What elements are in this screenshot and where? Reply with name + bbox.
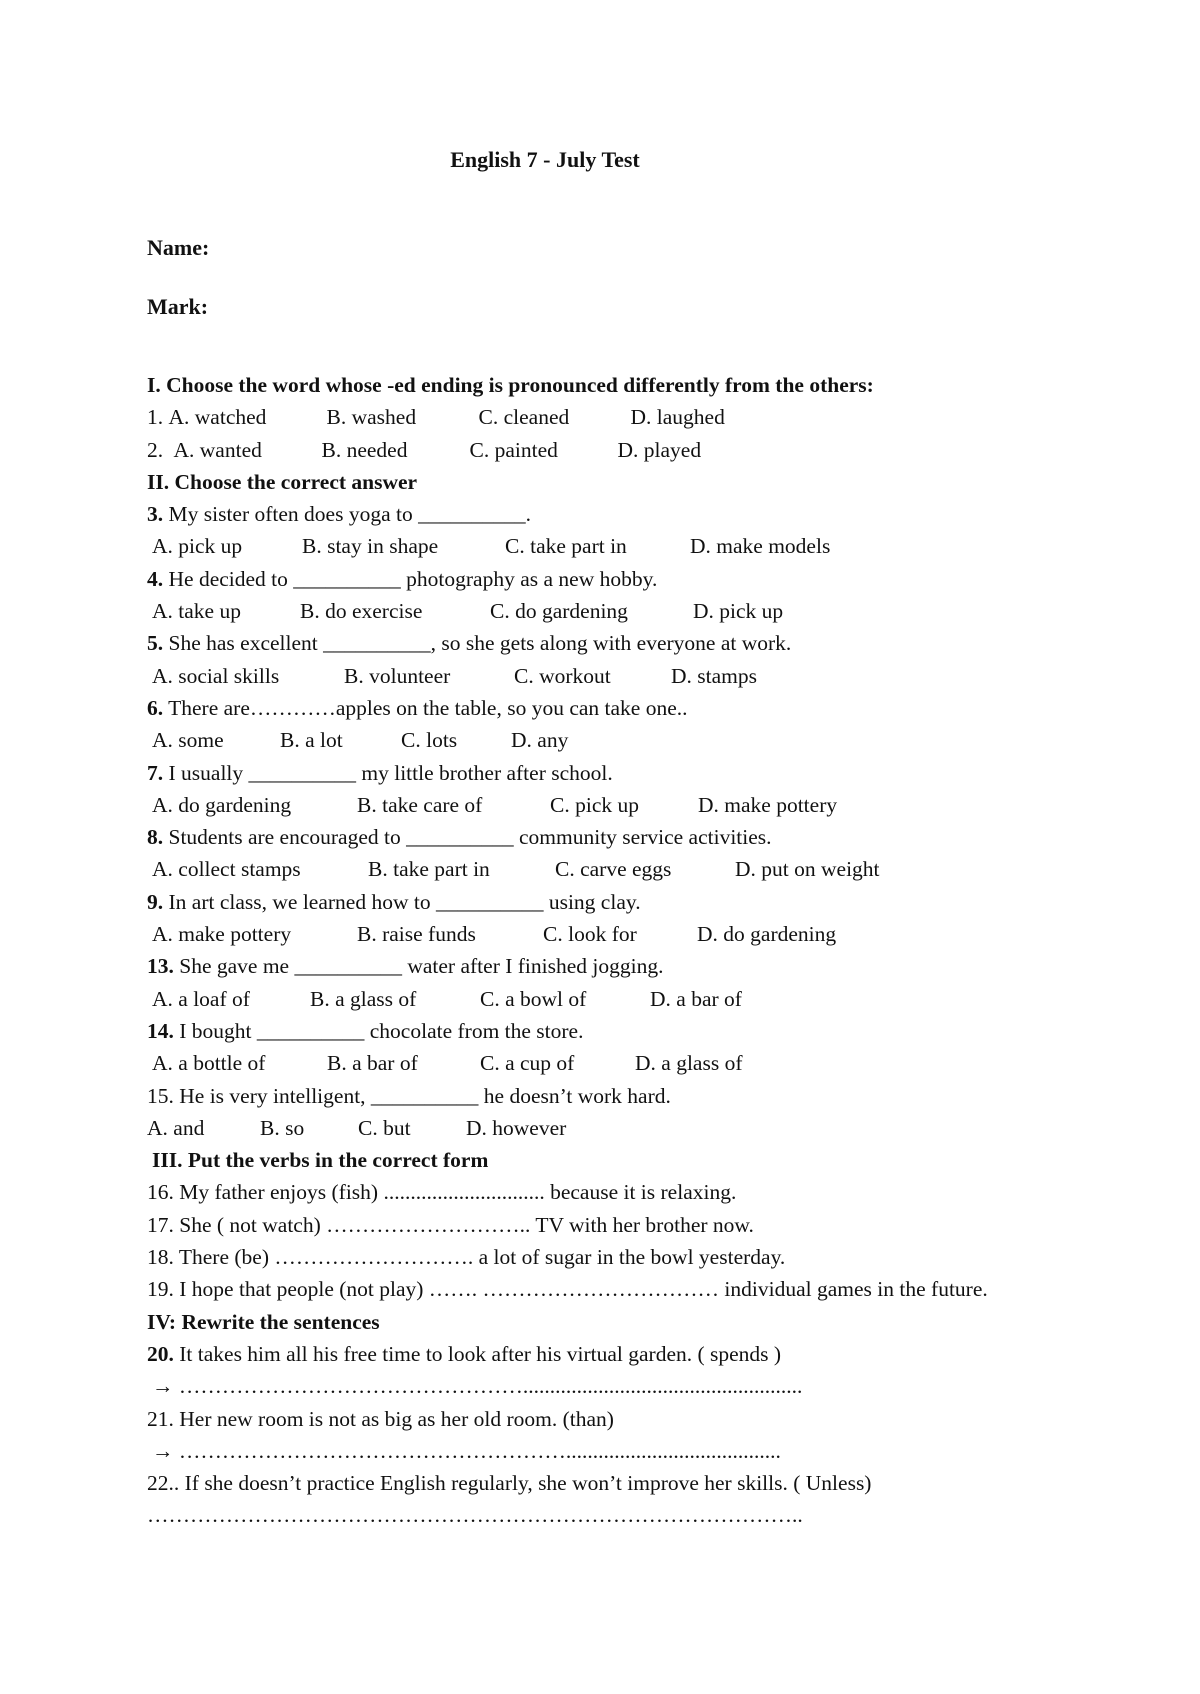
option-b: B. a glass of xyxy=(310,986,417,1011)
question-5 xyxy=(147,627,1037,659)
mark-label: Mark: xyxy=(147,294,209,319)
question-21: 21. Her new room is not as big as her old room. (than) xyxy=(147,1406,614,1431)
question-6-options xyxy=(147,724,1037,756)
question-15-options xyxy=(147,1112,1037,1144)
question-18: 18. There (be) ………………………. a lot of sugar in the bowl yesterday. xyxy=(147,1245,786,1270)
option-a: A. a bottle of xyxy=(152,1051,266,1076)
option-d: D. a glass of xyxy=(635,1051,743,1076)
option-a: A. pick up xyxy=(152,534,243,559)
question-text: Students are encouraged to __________ community service activities. xyxy=(163,825,772,850)
option-a: A. take up xyxy=(152,599,241,624)
option-d: D. pick up xyxy=(693,599,784,624)
option-c: C. a bowl of xyxy=(480,986,587,1011)
option-c: C. lots xyxy=(401,728,458,753)
question-9 xyxy=(147,886,1037,918)
question-8-options xyxy=(147,853,1037,885)
option-a: A. social skills xyxy=(152,663,280,688)
question-text: He decided to __________ photography as a new hobby. xyxy=(163,566,658,591)
option-b: B. take part in xyxy=(368,857,490,882)
question-17: 17. She ( not watch) ……………………….. TV with her brother now. xyxy=(147,1212,754,1237)
question-1-options xyxy=(147,401,1037,433)
option-b: B. do exercise xyxy=(300,599,423,624)
question-number: 8. xyxy=(147,825,164,850)
section-2-heading: II. Choose the correct answer xyxy=(147,469,418,494)
option-b: B. stay in shape xyxy=(302,534,439,559)
question-4-options xyxy=(147,595,1037,627)
question-number: 13. xyxy=(147,954,174,979)
option-b: B. washed xyxy=(326,405,417,430)
question-15: 15. He is very intelligent, __________ he doesn’t work hard. xyxy=(147,1083,671,1108)
question-13 xyxy=(147,950,1037,982)
answer-line-22: ……………………………………………………………………………….. xyxy=(147,1503,803,1528)
option-d: D. stamps xyxy=(671,663,757,688)
question-number: 5. xyxy=(147,631,164,656)
option-b: B. a bar of xyxy=(327,1051,418,1076)
option-a: A. collect stamps xyxy=(152,857,301,882)
question-text: I bought __________ chocolate from the store. xyxy=(173,1018,584,1043)
option-a: A. a loaf of xyxy=(152,986,250,1011)
section-1-heading: I. Choose the word whose -ed ending is pronounced differently from the others: xyxy=(147,373,874,397)
question-7-options xyxy=(147,789,1037,821)
question-number: 9. xyxy=(147,889,164,914)
option-d: D. make pottery xyxy=(698,792,838,817)
question-5-options xyxy=(147,660,1037,692)
option-b: B. raise funds xyxy=(357,922,476,947)
option-c: C. look for xyxy=(543,922,637,947)
question-3-options xyxy=(147,530,1037,562)
question-number: 6. xyxy=(147,695,164,720)
option-d: D. put on weight xyxy=(735,857,880,882)
question-7 xyxy=(147,757,1037,789)
question-19: 19. I hope that people (not play) ……. …………………………… individual games in the future. xyxy=(147,1277,988,1302)
option-c: C. do gardening xyxy=(490,599,628,624)
question-number: 1. xyxy=(147,405,169,430)
question-22: 22.. If she doesn’t practice English regularly, she won’t improve her skills. ( Unless) xyxy=(147,1471,872,1496)
question-text: She gave me __________ water after I finished jogging. xyxy=(173,954,664,979)
option-d: D. make models xyxy=(690,534,831,559)
question-2-options xyxy=(147,434,1037,466)
option-b: B. take care of xyxy=(357,792,483,817)
option-c: C. carve eggs xyxy=(555,857,672,882)
option-a: A. make pottery xyxy=(152,922,292,947)
question-6 xyxy=(147,692,1037,724)
question-text: It takes him all his free time to look after his virtual garden. ( spends ) xyxy=(173,1341,782,1366)
name-label: Name: xyxy=(147,235,210,260)
option-d: D. played xyxy=(617,437,702,462)
question-number: 20. xyxy=(147,1341,174,1366)
answer-line-21: → ………………………………………………........................................ xyxy=(152,1438,781,1463)
question-number: 3. xyxy=(147,502,164,527)
question-14-options xyxy=(147,1047,1037,1079)
question-number: 2. xyxy=(147,437,169,462)
question-text: In art class, we learned how to __________ using clay. xyxy=(163,889,641,914)
question-8 xyxy=(147,821,1037,853)
section-4-heading: IV: Rewrite the sentences xyxy=(147,1309,380,1334)
page-title: English 7 - July Test xyxy=(450,147,640,172)
option-a: A. some xyxy=(152,728,224,753)
question-20 xyxy=(147,1338,1037,1370)
question-9-options xyxy=(147,918,1037,950)
option-c: C. take part in xyxy=(505,534,627,559)
question-text: My sister often does yoga to __________. xyxy=(163,502,531,527)
option-a: A. and xyxy=(147,1115,205,1140)
section-3-heading: III. Put the verbs in the correct form xyxy=(152,1148,489,1173)
option-c: C. pick up xyxy=(550,792,639,817)
option-c: C. cleaned xyxy=(478,405,570,430)
option-c: C. but xyxy=(358,1115,411,1140)
option-d: D. laughed xyxy=(630,405,725,430)
option-b: B. so xyxy=(260,1115,305,1140)
option-d: D. however xyxy=(466,1115,567,1140)
option-c: C. a cup of xyxy=(480,1051,575,1076)
option-a: A. watched xyxy=(168,405,267,430)
answer-line-20: → ………………………………………….................................................... xyxy=(152,1374,803,1399)
question-3 xyxy=(147,498,1037,530)
option-d: D. do gardening xyxy=(697,922,837,947)
question-text: I usually __________ my little brother after school. xyxy=(163,760,613,785)
question-16: 16. My father enjoys (fish) .............................. because it is relaxing. xyxy=(147,1180,737,1205)
question-13-options xyxy=(147,983,1037,1015)
option-d: D. any xyxy=(511,728,569,753)
option-d: D. a bar of xyxy=(650,986,742,1011)
question-number: 4. xyxy=(147,566,164,591)
option-a: A. do gardening xyxy=(152,792,292,817)
test-content xyxy=(147,369,1037,1532)
option-b: B. volunteer xyxy=(344,663,451,688)
option-c: C. workout xyxy=(514,663,611,688)
question-number: 14. xyxy=(147,1018,174,1043)
option-b: B. needed xyxy=(321,437,408,462)
option-a: A. wanted xyxy=(173,437,262,462)
question-text: There are…………apples on the table, so you can take one.. xyxy=(163,695,688,720)
option-b: B. a lot xyxy=(280,728,343,753)
question-number: 7. xyxy=(147,760,164,785)
option-c: C. painted xyxy=(469,437,558,462)
question-14 xyxy=(147,1015,1037,1047)
question-text: She has excellent __________, so she gets along with everyone at work. xyxy=(163,631,792,656)
question-4 xyxy=(147,563,1037,595)
